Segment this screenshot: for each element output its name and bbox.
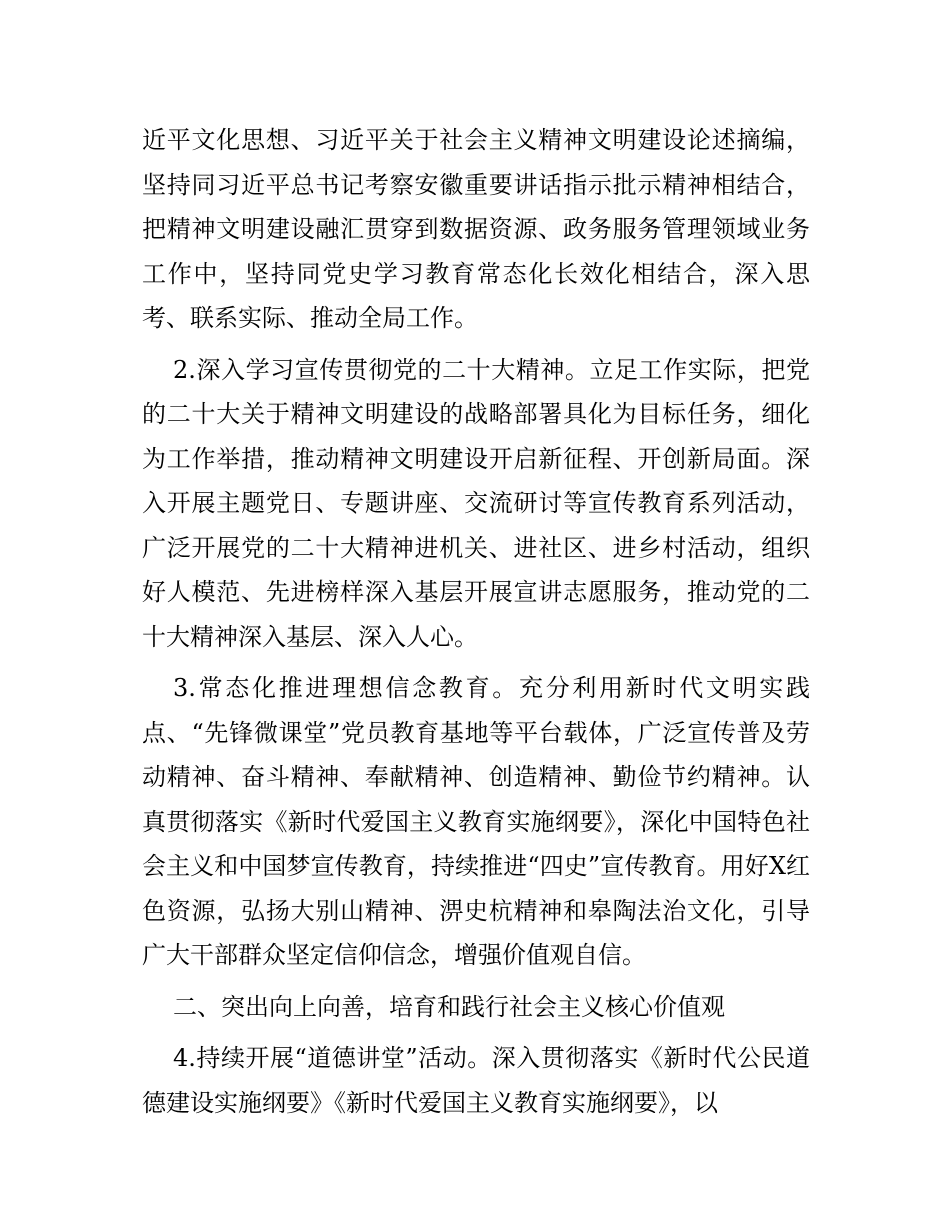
paragraph-item-4: 4.持续开展“道德讲堂”活动。深入贯彻落实《新时代公民道德建设实施纲要》《新时代爱国主义教育实施纲要》，以 — [142, 1044, 810, 1117]
section-heading-2: 二、突出向上向善，培育和践行社会主义核心价值观 — [173, 992, 725, 1021]
paragraph-continuation: 近平文化思想、习近平关于社会主义精神文明建设论述摘编，坚持同习近平总书记考察安徽重要讲话指示批示精神相结合，把精神文明建设融汇贯穿到数据资源、政务服务管理领域业务工作中，坚持同党史学习教育常态化长效化相结合，深入思考、联系实际、推动全局工作。 — [142, 126, 810, 332]
document-body — [142, 118, 810, 1132]
paragraph-item-2: 2.深入学习宣传贯彻党的二十大精神。立足工作实际，把党的二十大关于精神文明建设的战略部署具化为目标任务，细化为工作举措，推动精神文明建设开启新征程、开创新局面。深入开展主题党日、专题讲座、交流研讨等宣传教育系列活动，广泛开展党的二十大精神进机关、进社区、进乡村活动，组织好人模范、先进榜样深入基层开展宣讲志愿服务，推动党的二十大精神深入基层、深入人心。 — [142, 355, 810, 651]
paragraph-item-3: 3.常态化推进理想信念教育。充分利用新时代文明实践点、“先锋微课堂”党员教育基地等平台载体，广泛宣传普及劳动精神、奋斗精神、奉献精神、创造精神、勤俭节约精神。认真贯彻落实《新时代爱国主义教育实施纲要》，深化中国特色社会主义和中国梦宣传教育，持续推进“四史”宣传教育。用好X红色资源，弘扬大别山精神、淠史杭精神和皋陶法治文化，引导广大干部群众坚定信仰信念，增强价值观自信。 — [142, 674, 810, 969]
